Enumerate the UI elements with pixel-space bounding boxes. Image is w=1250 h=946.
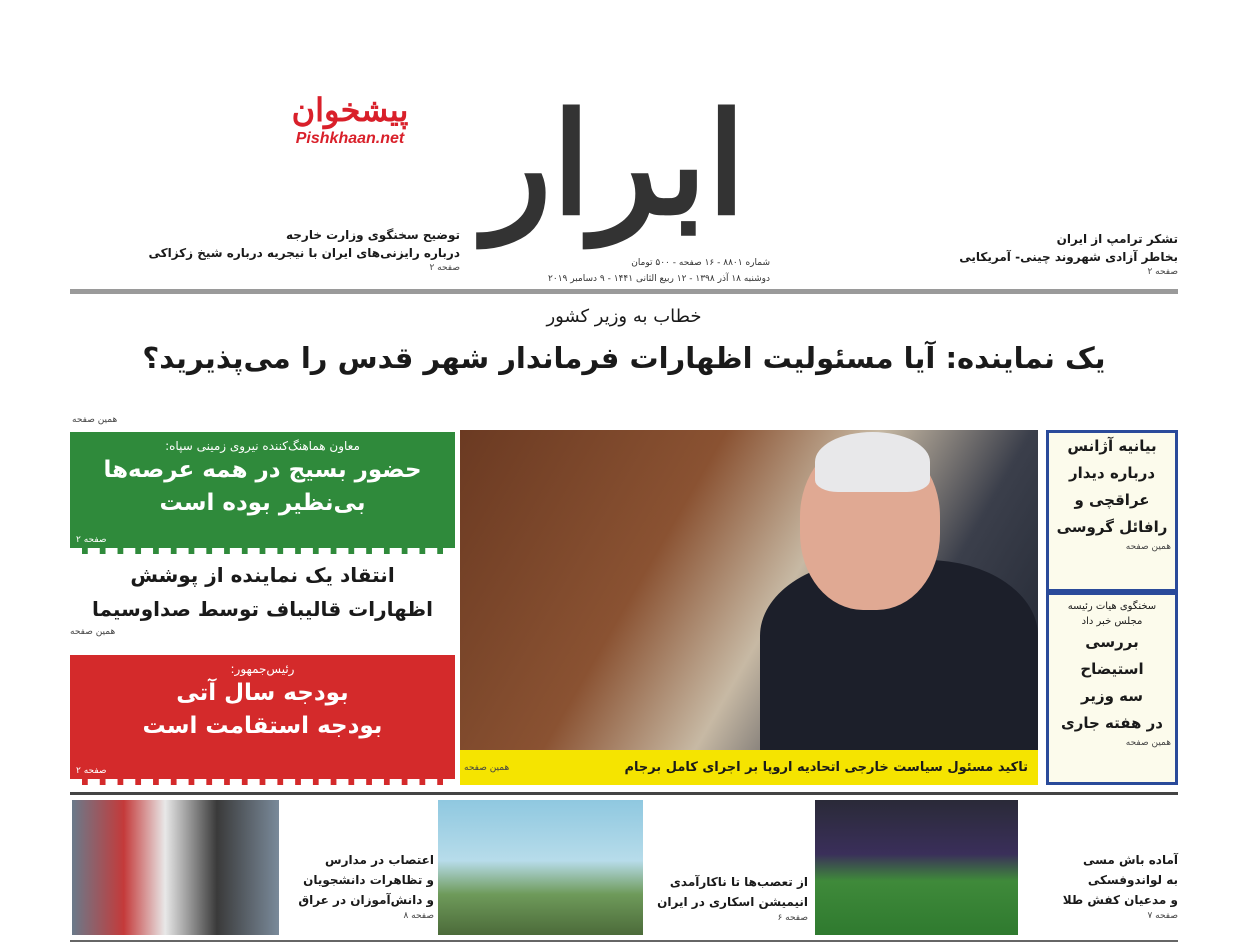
page-ref: صفحه ۲ [76, 766, 107, 776]
story-line: بودجه سال آتی [176, 680, 349, 706]
watermark-en: Pishkhaan.net [295, 130, 405, 147]
photo-caption[interactable] [460, 750, 1038, 785]
bottom-story-3[interactable] [284, 850, 434, 922]
story-line: آماده باش مسی [1083, 853, 1178, 867]
story-line: و تظاهرات دانشجویان [303, 873, 434, 887]
page-ref: صفحه ۷ [1147, 911, 1178, 921]
bottom-story-1[interactable] [1023, 850, 1178, 922]
lead-kicker: خطاب به وزیر کشور [546, 306, 702, 327]
caption-text: تاکید مسئول سیاست خارجی اتحادیه اروپا بر اجرای کامل برجام [624, 760, 1028, 775]
story-line: بودجه استقامت است [142, 713, 383, 739]
story-line: سه وزیر [1081, 687, 1143, 705]
story-line: رافائل گروسی [1056, 518, 1168, 536]
bottom-story-2[interactable] [648, 872, 808, 924]
page-ref: صفحه ۲ [1147, 267, 1178, 277]
story-line: درباره رایزنی‌های ایران با نیجریه درباره شیخ زکزاکی [148, 246, 460, 260]
issue-line: شماره ۸۸۰۱ - ۱۶ صفحه - ۵۰۰ تومان [631, 258, 770, 268]
page-ref: همین صفحه [72, 415, 118, 425]
top-left-story[interactable] [70, 226, 460, 274]
page-ref: همین صفحه [1125, 738, 1171, 748]
lead-headline[interactable]: یک نماینده: آیا مسئولیت اظهارات فرماندار شهر قدس را می‌پذیرید؟ [142, 341, 1106, 375]
divider [70, 289, 1178, 294]
page-ref: همین صفحه [70, 627, 116, 637]
green-story-box[interactable] [70, 432, 455, 554]
animation-photo[interactable] [438, 800, 643, 935]
story-line: به لواندوفسکی [1087, 873, 1178, 887]
story-line: و دانش‌آموزان در عراق [298, 893, 434, 907]
page-ref: همین صفحه [1125, 542, 1171, 552]
date-line: دوشنبه ۱۸ آذر ۱۳۹۸ - ۱۲ ربیع الثانی ۱۴۴۱ - ۹ دسامبر ۲۰۱۹ [548, 274, 770, 284]
story-kicker: رئیس‌جمهور: [230, 662, 295, 676]
page-ref: صفحه ۲ [429, 263, 460, 273]
story-line: بی‌نظیر بوده است [159, 490, 366, 516]
watermark-logo [270, 90, 430, 148]
issue-info [470, 255, 770, 287]
story-line: توضیح سخنگوی وزارت خارجه [286, 228, 460, 242]
story-line: درباره دیدار [1068, 464, 1156, 482]
divider [70, 792, 1178, 795]
story-line: بیانیه آژانس [1067, 437, 1157, 455]
story-kicker: سخنگوی هیات رئیسه [1067, 601, 1157, 612]
top-right-story[interactable] [838, 230, 1178, 278]
story-line: و مدعیان کفش طلا [1062, 893, 1178, 907]
story-kicker: معاون هماهنگ‌کننده نیروی زمینی سپاه: [165, 439, 360, 453]
story-line: بخاطر آزادی شهروند چینی- آمریکایی [959, 250, 1178, 264]
photo-figure [815, 432, 930, 492]
red-story-box[interactable] [70, 655, 455, 785]
middle-story[interactable] [70, 558, 455, 638]
page-ref: صفحه ۸ [403, 911, 434, 921]
football-photo[interactable] [815, 800, 1018, 935]
story-line: تشکر ترامپ از ایران [1056, 232, 1178, 246]
page-ref: صفحه ۲ [76, 535, 107, 545]
right-story-box-1[interactable] [1046, 430, 1178, 592]
story-line: اعتصاب در مدارس [325, 853, 434, 867]
page-ref: صفحه ۶ [777, 913, 808, 923]
right-story-box-2[interactable] [1046, 592, 1178, 785]
page-ref: همین صفحه [464, 762, 510, 773]
story-line: اظهارات قالیباف توسط صداوسیما [92, 597, 433, 621]
story-line: انیمیشن اسکاری در ایران [657, 895, 808, 909]
newspaper-logo: ابرار [484, 83, 746, 247]
story-line: عراقچی و [1074, 491, 1150, 509]
story-line: استیضاح [1080, 660, 1144, 678]
watermark-fa: پیشخوان [291, 91, 409, 129]
story-line: از تعصب‌ها تا ناکارآمدی [669, 875, 808, 889]
story-kicker: مجلس خبر داد [1081, 616, 1143, 627]
story-line: بررسی [1085, 633, 1139, 651]
iraq-protest-photo[interactable] [72, 800, 279, 935]
story-line: حضور بسیج در همه عرصه‌ها [103, 457, 422, 483]
story-line: در هفته جاری [1060, 714, 1164, 732]
divider [70, 940, 1178, 942]
story-line: انتقاد یک نماینده از پوشش [130, 563, 395, 587]
